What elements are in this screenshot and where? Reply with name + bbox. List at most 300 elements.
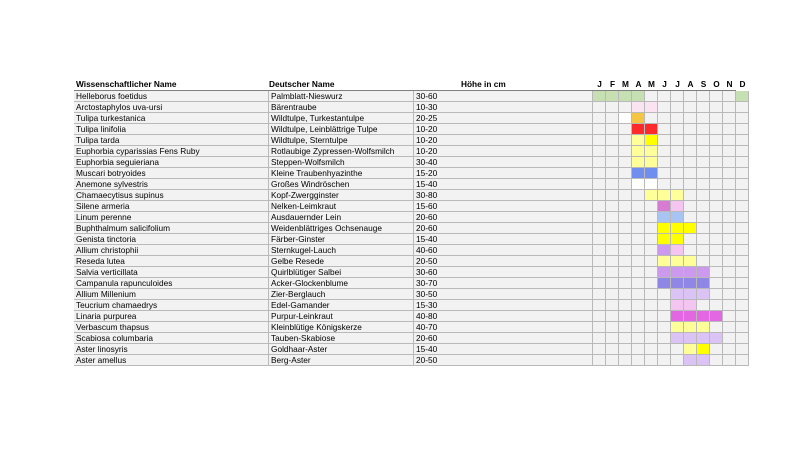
bloom-month-cell <box>619 223 632 234</box>
bloom-month-cell <box>710 355 723 366</box>
month-header: F <box>609 79 616 89</box>
bloom-month-cell <box>645 278 658 289</box>
bloom-month-cell <box>736 179 749 190</box>
scientific-cell: Verbascum thapsus <box>74 322 269 333</box>
bloom-month-cell <box>606 355 619 366</box>
bloom-month-cell <box>736 157 749 168</box>
german-cell: Wildtulpe, Leinblättrige Tulpe <box>269 124 414 135</box>
height-cell: 20-60 <box>414 212 593 223</box>
bloom-month-cell <box>710 212 723 223</box>
bloom-month-cell <box>593 212 606 223</box>
scientific-cell: Salvia verticillata <box>74 267 269 278</box>
bloom-month-cell <box>632 278 645 289</box>
bloom-month-cell <box>606 278 619 289</box>
bloom-month-cell <box>658 300 671 311</box>
height-cell: 30-60 <box>414 267 593 278</box>
german-cell: Sternkugel-Lauch <box>269 245 414 256</box>
bloom-month-cell <box>723 245 736 256</box>
bloom-month-cell <box>710 333 723 344</box>
bloom-month-cell <box>697 190 710 201</box>
bloom-month-cell <box>658 344 671 355</box>
bloom-month-cell <box>736 333 749 344</box>
bloom-month-cell <box>632 146 645 157</box>
german-cell: Steppen-Wolfsmilch <box>269 157 414 168</box>
height-cell: 20-60 <box>414 223 593 234</box>
table-row <box>74 179 749 190</box>
bloom-month-cell <box>593 91 606 102</box>
month-header: O <box>713 79 720 89</box>
german-cell: Edel-Gamander <box>269 300 414 311</box>
bloom-month-cell <box>723 179 736 190</box>
bloom-month-cell <box>710 267 723 278</box>
bloom-month-cell <box>619 135 632 146</box>
bloom-month-cell <box>736 201 749 212</box>
bloom-month-cell <box>671 278 684 289</box>
month-header: J <box>675 79 680 89</box>
bloom-month-cell <box>632 333 645 344</box>
bloom-month-cell <box>593 124 606 135</box>
bloom-month-cell <box>684 289 697 300</box>
bloom-month-cell <box>723 234 736 245</box>
bloom-month-cell <box>671 190 684 201</box>
bloom-month-cell <box>632 102 645 113</box>
bloom-month-cell <box>697 201 710 212</box>
bloom-month-cell <box>710 157 723 168</box>
bloom-month-cell <box>736 190 749 201</box>
bloom-month-cell <box>710 190 723 201</box>
bloom-month-cell <box>736 267 749 278</box>
bloom-month-cell <box>736 223 749 234</box>
bloom-month-cell <box>593 135 606 146</box>
bloom-month-cell <box>684 124 697 135</box>
bloom-month-cell <box>710 113 723 124</box>
bloom-month-cell <box>606 124 619 135</box>
bloom-month-cell <box>684 201 697 212</box>
bloom-month-cell <box>684 344 697 355</box>
bloom-month-cell <box>619 212 632 223</box>
bloom-month-cell <box>632 124 645 135</box>
bloom-month-cell <box>658 113 671 124</box>
month-header: M <box>622 79 629 89</box>
german-cell: Tauben-Skabiose <box>269 333 414 344</box>
german-cell: Wildtulpe, Turkestantulpe <box>269 113 414 124</box>
bloom-month-cell <box>723 190 736 201</box>
bloom-month-cell <box>697 267 710 278</box>
month-header: N <box>726 79 733 89</box>
bloom-month-cell <box>645 91 658 102</box>
bloom-month-cell <box>658 190 671 201</box>
bloom-month-cell <box>619 256 632 267</box>
bloom-month-cell <box>723 168 736 179</box>
month-header: J <box>662 79 667 89</box>
bloom-month-cell <box>671 113 684 124</box>
height-cell: 15-40 <box>414 179 593 190</box>
bloom-month-cell <box>593 179 606 190</box>
height-cell: 20-50 <box>414 256 593 267</box>
bloom-month-cell <box>658 267 671 278</box>
height-cell: 40-70 <box>414 322 593 333</box>
bloom-month-cell <box>645 245 658 256</box>
scientific-cell: Buphthalmum salicifolium <box>74 223 269 234</box>
bloom-month-cell <box>697 322 710 333</box>
bloom-month-cell <box>671 333 684 344</box>
table-row <box>74 201 749 212</box>
bloom-month-cell <box>658 278 671 289</box>
bloom-month-cell <box>645 113 658 124</box>
scientific-cell: Chamaecytisus supinus <box>74 190 269 201</box>
bloom-month-cell <box>723 278 736 289</box>
bloom-month-cell <box>658 146 671 157</box>
bloom-month-cell <box>697 124 710 135</box>
scientific-cell: Tulipa turkestanica <box>74 113 269 124</box>
bloom-month-cell <box>697 146 710 157</box>
bloom-month-cell <box>619 278 632 289</box>
bloom-month-cell <box>606 256 619 267</box>
bloom-month-cell <box>723 300 736 311</box>
bloom-month-cell <box>606 102 619 113</box>
bloom-month-cell <box>684 157 697 168</box>
bloom-month-cell <box>593 201 606 212</box>
table-row <box>74 212 749 223</box>
bloom-month-cell <box>593 223 606 234</box>
table-row <box>74 289 749 300</box>
bloom-month-cell <box>697 135 710 146</box>
height-cell: 15-60 <box>414 201 593 212</box>
bloom-month-cell <box>697 245 710 256</box>
bloom-month-cell <box>671 102 684 113</box>
table-row <box>74 267 749 278</box>
bloom-month-cell <box>606 234 619 245</box>
scientific-cell: Euphorbia cyparissias Fens Ruby <box>74 146 269 157</box>
bloom-month-cell <box>736 146 749 157</box>
bloom-month-cell <box>736 245 749 256</box>
bloom-month-cell <box>606 179 619 190</box>
bloom-month-cell <box>736 311 749 322</box>
bloom-month-cell <box>606 333 619 344</box>
bloom-month-cell <box>632 223 645 234</box>
bloom-month-cell <box>593 146 606 157</box>
scientific-cell: Reseda lutea <box>74 256 269 267</box>
bloom-month-cell <box>606 113 619 124</box>
bloom-month-cell <box>645 344 658 355</box>
height-cell: 30-70 <box>414 278 593 289</box>
scientific-cell: Muscari botryoides <box>74 168 269 179</box>
bloom-month-cell <box>697 223 710 234</box>
bloom-month-cell <box>658 179 671 190</box>
bloom-month-cell <box>619 190 632 201</box>
bloom-month-cell <box>619 344 632 355</box>
bloom-month-cell <box>723 146 736 157</box>
bloom-month-cell <box>710 245 723 256</box>
bloom-month-cell <box>632 355 645 366</box>
german-cell: Berg-Aster <box>269 355 414 366</box>
bloom-month-cell <box>645 223 658 234</box>
german-cell: Palmblatt-Nieswurz <box>269 91 414 102</box>
bloom-month-cell <box>671 267 684 278</box>
bloom-month-cell <box>632 157 645 168</box>
bloom-month-cell <box>697 179 710 190</box>
bloom-month-cell <box>723 113 736 124</box>
scientific-cell: Allium Millenium <box>74 289 269 300</box>
bloom-month-cell <box>645 267 658 278</box>
bloom-month-cell <box>671 289 684 300</box>
bloom-month-cell <box>593 344 606 355</box>
bloom-month-cell <box>671 300 684 311</box>
bloom-month-cell <box>736 124 749 135</box>
bloom-month-cell <box>684 179 697 190</box>
bloom-month-cell <box>593 245 606 256</box>
scientific-cell: Arctostaphylos uva-ursi <box>74 102 269 113</box>
bloom-month-cell <box>723 223 736 234</box>
bloom-month-cell <box>632 91 645 102</box>
scientific-cell: Genista tinctoria <box>74 234 269 245</box>
bloom-month-cell <box>619 355 632 366</box>
bloom-month-cell <box>697 311 710 322</box>
bloom-month-cell <box>710 146 723 157</box>
bloom-month-cell <box>723 91 736 102</box>
bloom-month-cell <box>697 234 710 245</box>
bloom-month-cell <box>736 102 749 113</box>
table-row <box>74 245 749 256</box>
bloom-month-cell <box>619 333 632 344</box>
month-header: M <box>648 79 655 89</box>
month-header: A <box>687 79 694 89</box>
bloom-month-cell <box>684 245 697 256</box>
bloom-month-cell <box>645 146 658 157</box>
bloom-month-cell <box>658 168 671 179</box>
bloom-month-cell <box>736 278 749 289</box>
bloom-month-cell <box>619 124 632 135</box>
scientific-cell: Helleborus foetidus <box>74 91 269 102</box>
bloom-month-cell <box>736 113 749 124</box>
height-cell: 20-50 <box>414 355 593 366</box>
bloom-month-cell <box>736 91 749 102</box>
table-row <box>74 344 749 355</box>
table-row <box>74 234 749 245</box>
height-cell: 30-60 <box>414 91 593 102</box>
bloom-month-cell <box>632 245 645 256</box>
bloom-month-cell <box>684 113 697 124</box>
bloom-month-cell <box>723 333 736 344</box>
bloom-month-cell <box>619 102 632 113</box>
bloom-month-cell <box>723 256 736 267</box>
bloom-month-cell <box>619 322 632 333</box>
bloom-month-cell <box>671 234 684 245</box>
bloom-month-cell <box>645 212 658 223</box>
bloom-month-cell <box>658 212 671 223</box>
bloom-month-cell <box>684 300 697 311</box>
bloom-month-cell <box>619 146 632 157</box>
bloom-month-cell <box>710 102 723 113</box>
scientific-cell: Linaria purpurea <box>74 311 269 322</box>
bloom-month-cell <box>632 168 645 179</box>
height-cell: 30-50 <box>414 289 593 300</box>
german-cell: Großes Windröschen <box>269 179 414 190</box>
height-cell: 40-80 <box>414 311 593 322</box>
bloom-month-cell <box>632 344 645 355</box>
bloom-month-cell <box>658 91 671 102</box>
bloom-month-cell <box>723 311 736 322</box>
table-row <box>74 311 749 322</box>
scientific-cell: Aster amellus <box>74 355 269 366</box>
height-cell: 15-30 <box>414 300 593 311</box>
bloom-month-cell <box>671 168 684 179</box>
bloom-month-cell <box>723 355 736 366</box>
bloom-month-cell <box>606 190 619 201</box>
bloom-month-cell <box>645 157 658 168</box>
header-german-name: Deutscher Name <box>269 79 335 89</box>
bloom-month-cell <box>593 289 606 300</box>
bloom-month-cell <box>645 289 658 300</box>
bloom-month-cell <box>645 168 658 179</box>
german-cell: Kopf-Zwergginster <box>269 190 414 201</box>
bloom-month-cell <box>697 300 710 311</box>
bloom-month-cell <box>619 113 632 124</box>
bloom-month-cell <box>684 311 697 322</box>
bloom-month-cell <box>684 267 697 278</box>
bloom-month-cell <box>697 113 710 124</box>
bloom-month-cell <box>684 355 697 366</box>
german-cell: Purpur-Leinkraut <box>269 311 414 322</box>
bloom-month-cell <box>736 300 749 311</box>
bloom-month-cell <box>619 289 632 300</box>
bloom-month-cell <box>684 135 697 146</box>
german-cell: Acker-Glockenblume <box>269 278 414 289</box>
bloom-month-cell <box>606 223 619 234</box>
bloom-month-cell <box>710 311 723 322</box>
header-scientific-name: Wissenschaftlicher Name <box>76 79 177 89</box>
bloom-month-cell <box>658 234 671 245</box>
table-row <box>74 333 749 344</box>
bloom-month-cell <box>658 322 671 333</box>
german-cell: Nelken-Leimkraut <box>269 201 414 212</box>
bloom-month-cell <box>658 333 671 344</box>
bloom-month-cell <box>619 179 632 190</box>
german-cell: Quirlblütiger Salbei <box>269 267 414 278</box>
bloom-month-cell <box>671 212 684 223</box>
bloom-month-cell <box>593 311 606 322</box>
table-row <box>74 124 749 135</box>
bloom-month-cell <box>658 201 671 212</box>
height-cell: 20-60 <box>414 333 593 344</box>
bloom-month-cell <box>632 212 645 223</box>
german-cell: Ausdauernder Lein <box>269 212 414 223</box>
bloom-month-cell <box>658 256 671 267</box>
bloom-month-cell <box>736 168 749 179</box>
height-cell: 10-20 <box>414 146 593 157</box>
bloom-month-cell <box>723 124 736 135</box>
bloom-month-cell <box>736 355 749 366</box>
bloom-month-cell <box>736 344 749 355</box>
table-row <box>74 256 749 267</box>
bloom-month-cell <box>658 355 671 366</box>
bloom-month-cell <box>697 157 710 168</box>
table-row <box>74 146 749 157</box>
height-cell: 10-20 <box>414 135 593 146</box>
bloom-month-cell <box>684 190 697 201</box>
bloom-month-cell <box>606 289 619 300</box>
scientific-cell: Tulipa tarda <box>74 135 269 146</box>
height-cell: 40-60 <box>414 245 593 256</box>
bloom-month-cell <box>658 135 671 146</box>
bloom-month-cell <box>736 256 749 267</box>
bloom-month-cell <box>645 333 658 344</box>
height-cell: 15-40 <box>414 344 593 355</box>
german-cell: Weidenblättriges Ochsenauge <box>269 223 414 234</box>
bloom-month-cell <box>645 179 658 190</box>
bloom-month-cell <box>710 256 723 267</box>
bloom-month-cell <box>671 223 684 234</box>
bloom-month-cell <box>723 102 736 113</box>
bloom-month-cell <box>697 102 710 113</box>
german-cell: Goldhaar-Aster <box>269 344 414 355</box>
bloom-month-cell <box>658 289 671 300</box>
month-header: J <box>597 79 602 89</box>
bloom-month-cell <box>697 91 710 102</box>
bloom-month-cell <box>658 245 671 256</box>
bloom-month-cell <box>684 102 697 113</box>
bloom-month-cell <box>632 322 645 333</box>
bloom-month-cell <box>736 212 749 223</box>
bloom-month-cell <box>645 300 658 311</box>
table-row <box>74 278 749 289</box>
bloom-month-cell <box>710 344 723 355</box>
bloom-month-cell <box>619 245 632 256</box>
month-header: D <box>739 79 746 89</box>
scientific-cell: Aster linosyris <box>74 344 269 355</box>
german-cell: Kleine Traubenhyazinthe <box>269 168 414 179</box>
height-cell: 10-30 <box>414 102 593 113</box>
bloom-month-cell <box>606 212 619 223</box>
bloom-month-cell <box>684 322 697 333</box>
bloom-month-cell <box>697 168 710 179</box>
scientific-cell: Teucrium chamaedrys <box>74 300 269 311</box>
german-cell: Zier-Berglauch <box>269 289 414 300</box>
table-row <box>74 355 749 366</box>
bloom-month-cell <box>723 322 736 333</box>
bloom-month-cell <box>632 234 645 245</box>
bloom-month-cell <box>697 344 710 355</box>
bloom-month-cell <box>684 212 697 223</box>
bloom-month-cell <box>684 234 697 245</box>
bloom-month-cell <box>632 190 645 201</box>
height-cell: 30-80 <box>414 190 593 201</box>
table-row <box>74 91 749 102</box>
bloom-month-cell <box>593 113 606 124</box>
bloom-month-cell <box>684 278 697 289</box>
table-row <box>74 190 749 201</box>
scientific-cell: Euphorbia seguieriana <box>74 157 269 168</box>
bloom-month-cell <box>710 179 723 190</box>
bloom-month-cell <box>697 289 710 300</box>
bloom-month-cell <box>710 234 723 245</box>
bloom-month-cell <box>684 168 697 179</box>
table-row <box>74 322 749 333</box>
bloom-month-cell <box>671 311 684 322</box>
bloom-month-cell <box>593 234 606 245</box>
bloom-month-cell <box>697 212 710 223</box>
bloom-month-cell <box>606 168 619 179</box>
bloom-month-cell <box>606 91 619 102</box>
bloom-month-cell <box>671 124 684 135</box>
bloom-month-cell <box>593 102 606 113</box>
bloom-month-cell <box>606 267 619 278</box>
bloom-month-cell <box>632 267 645 278</box>
table-row <box>74 102 749 113</box>
bloom-month-cell <box>684 146 697 157</box>
header-height: Höhe in cm <box>461 79 506 89</box>
bloom-month-cell <box>671 245 684 256</box>
